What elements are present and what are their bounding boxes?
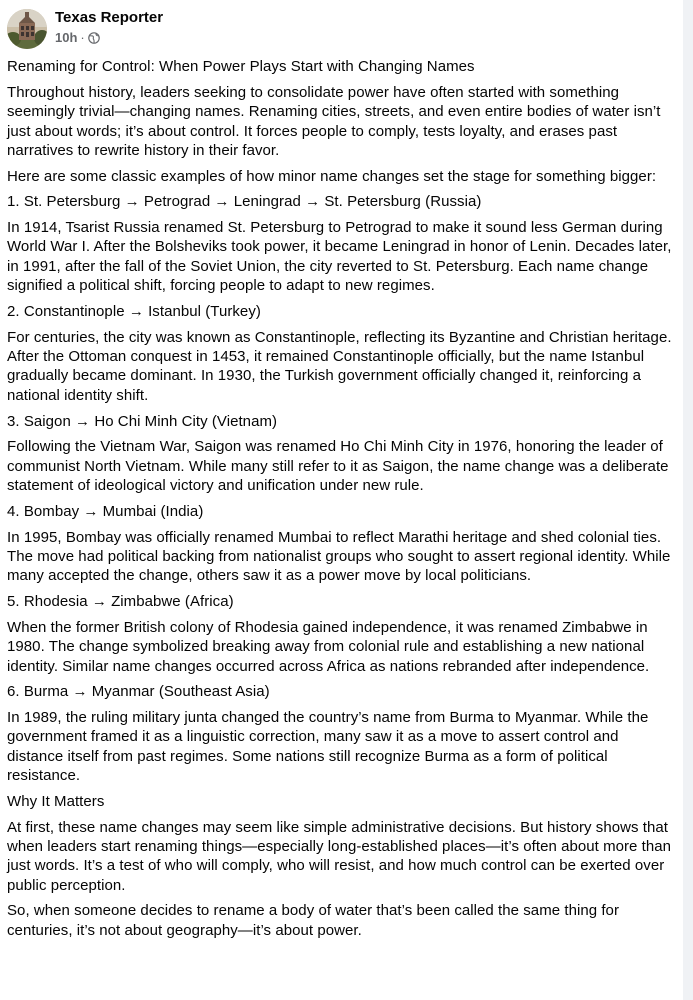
post-subline <box>55 29 163 46</box>
post-body <box>7 57 683 940</box>
post-paragraph: In 1989, the ruling military junta changed the country’s name from Burma to Myanmar. While the government framed it as a linguistic correction, many saw it as a move to assert control and distance itself from past regimes. Some nations still recognize Burma as a form of political resistance. <box>7 708 649 785</box>
example-heading: 1. St. Petersburg → Petrograd → Leningrad → St. Petersburg (Russia) <box>7 193 482 211</box>
building-avatar-icon <box>7 9 47 49</box>
example-heading: 4. Bombay → Mumbai (India) <box>7 502 204 520</box>
separator-dot: · <box>80 30 85 45</box>
post-paragraph: For centuries, the city was known as Constantinople, reflecting its Byzantine and Christian heritage. After the Ottoman conquest in 1453, it remained Constantinople officially, but the name Istanbul gradually became dominant. In 1930, the Turkish government officially changed it, reinforcing a national identity shift. <box>7 328 672 404</box>
avatar[interactable] <box>7 9 47 49</box>
post-paragraph: Throughout history, leaders seeking to consolidate power have often started with something seemingly trivial—changing names. Renaming cities, streets, and even entire bodies of water isn’t just about words; it’s about control. It forces people to comply, tests loyalty, and erases past narratives to rewrite history in their favor. <box>7 83 661 159</box>
post-time[interactable]: 10h <box>55 30 78 45</box>
post-header <box>7 8 683 54</box>
scrollbar[interactable] <box>683 0 693 1000</box>
post-headline: Renaming for Control: When Power Plays Start with Changing Names <box>7 58 475 75</box>
globe-icon[interactable] <box>88 32 100 44</box>
post-meta <box>55 8 163 46</box>
example-heading: 3. Saigon → Ho Chi Minh City (Vietnam) <box>7 412 278 430</box>
post-paragraph: In 1914, Tsarist Russia renamed St. Petersburg to Petrograd to make it sound less German during World War I. After the Bolsheviks took power, it became Leningrad in honor of Lenin. Decades later, in 1991, after the fall of the Soviet Union, the city reverted to St. Petersburg. Each name change signified a political shift, forcing people to adapt to new regimes. <box>7 219 672 295</box>
example-heading: 6. Burma → Myanmar (Southeast Asia) <box>7 683 270 701</box>
post-paragraph: When the former British colony of Rhodesia gained independence, it was renamed Zimbabwe in 1980. The change symbolized breaking away from colonial rule and establishing a new national identity. Similar name changes occurred across Africa as nations rebranded after independence. <box>7 618 650 675</box>
post-paragraph: At first, these name changes may seem like simple administrative decisions. But history shows that when leaders start renaming things—especially long-established places—it’s often about more than just words. It’s a test of who will comply, who will resist, and how much control can be exerted over public perception. <box>7 818 672 894</box>
post-paragraph: So, when someone decides to rename a body of water that’s been called the same thing for centuries, it’s not about geography—it’s about power. <box>7 902 619 939</box>
section-heading: Why It Matters <box>7 792 105 810</box>
post-paragraph: Following the Vietnam War, Saigon was renamed Ho Chi Minh City in 1976, honoring the leader of communist North Vietnam. While many still refer to it as Saigon, the name change was a deliberate statement of ideological victory and unification under new rule. <box>7 438 669 495</box>
example-heading: 2. Constantinople → Istanbul (Turkey) <box>7 302 261 320</box>
post-paragraph: In 1995, Bombay was officially renamed Mumbai to reflect Marathi heritage and shed colonial ties. The move had political backing from nationalist groups who sought to assert regional identity. While many accepted the change, others saw it as a power move by local politicians. <box>7 528 671 585</box>
post-paragraph: Here are some classic examples of how minor name changes set the stage for something bigger: <box>7 167 657 185</box>
example-heading: 5. Rhodesia → Zimbabwe (Africa) <box>7 593 234 611</box>
author-name[interactable]: Texas Reporter <box>55 9 164 26</box>
